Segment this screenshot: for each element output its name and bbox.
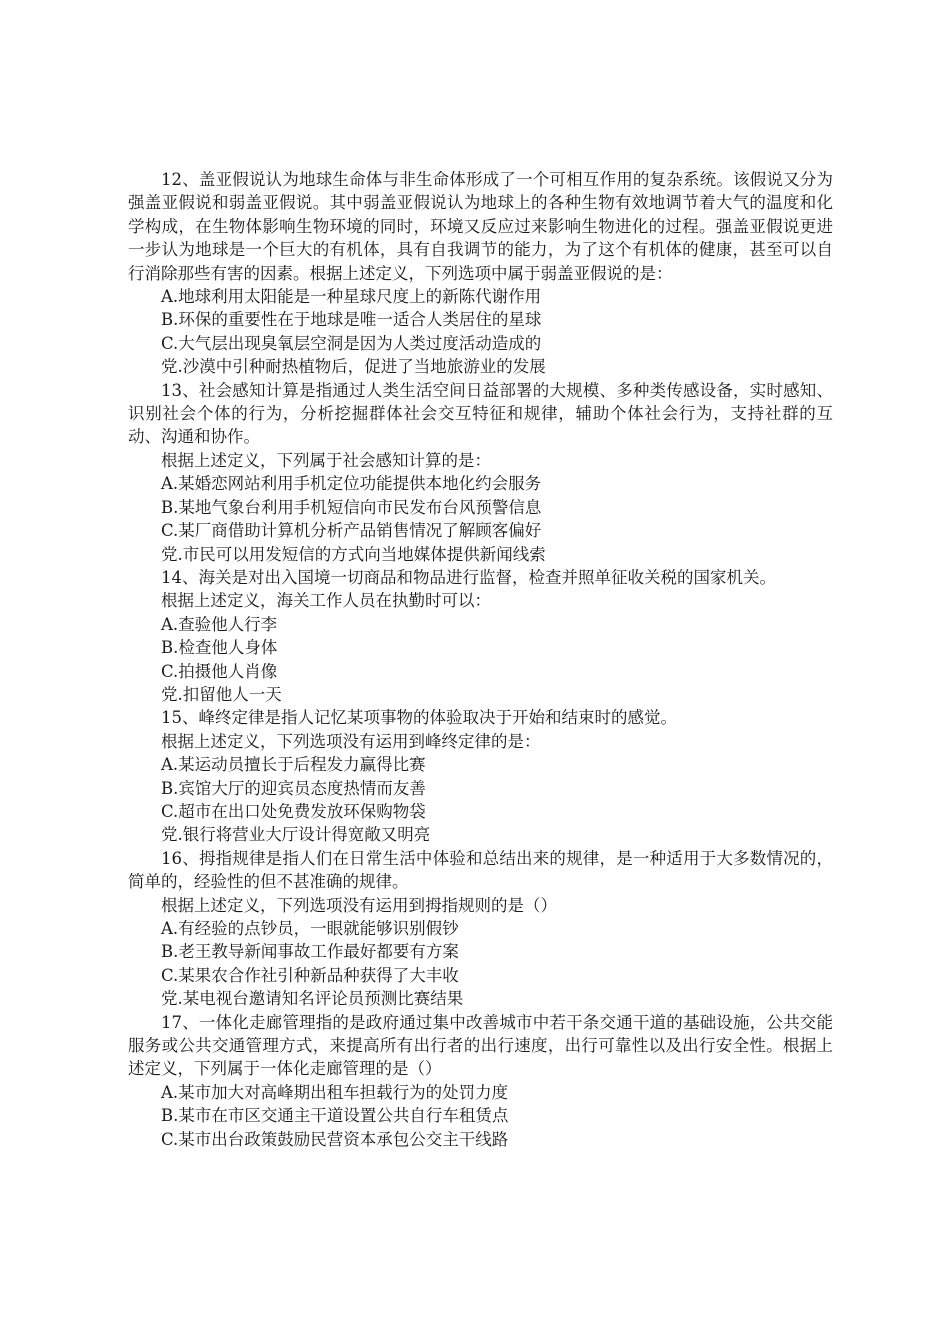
option-d: 党.扣留他人一天 [161,684,282,704]
option-c: C.大气层出现臭氧层空洞是因为人类过度活动造成的 [161,333,542,353]
option-a: A.查验他人行李 [161,614,278,634]
option-d: 党.银行将营业大厅设计得宽敞又明亮 [161,825,431,845]
option-c: C.某厂商借助计算机分析产品销售情况了解顾客偏好 [161,521,542,541]
question-prompt: 根据上述定义，下列选项没有运用到拇指规则的是（） [161,895,557,915]
question-prompt: 根据上述定义，下列属于社会感知计算的是： [161,450,491,470]
question-13 [128,379,833,566]
question-stem: 13、社会感知计算是指通过人类生活空间日益部署的大规模、多种类传感设备，实时感知、识别社会个体的行为，分析挖掘群体社会交互特征和规律，辅助个体社会行为，支持社群的互动、沟通和协作。 [128,380,833,447]
option-b: B.检查他人身体 [161,638,278,658]
question-12 [128,168,833,379]
option-a: A.某运动员擅长于后程发力赢得比赛 [161,755,426,775]
question-16 [128,847,833,1011]
question-stem: 16、拇指规律是指人们在日常生活中体验和总结出来的规律，是一种适用于大多数情况的，简单的，经验性的但不甚准确的规律。 [128,848,833,892]
document-page [128,168,833,1151]
question-14 [128,566,833,706]
option-c: C.超市在出口处免费发放环保购物袋 [161,801,426,821]
option-d: 党.某电视台邀请知名评论员预测比赛结果 [161,989,464,1009]
question-stem: 12、盖亚假说认为地球生命体与非生命体形成了一个可相互作用的复杂系统。该假说又分为强盖亚假说和弱盖亚假说。其中弱盖亚假说认为地球上的各种生物有效地调节着大气的温度和化学构成，在生物体影响生物环境的同时，环境又反应过来影响生物进化的过程。强盖亚假说更进一步认为地球是一个巨大的有机体，具有自我调节的能力，为了这个有机体的健康，甚至可以自行消除那些有害的因素。根据上述定义，下列选项中属于弱盖亚假说的是： [128,170,833,283]
question-17 [128,1011,833,1151]
option-d: 党.沙漠中引种耐热植物后，促进了当地旅游业的发展 [161,357,546,377]
option-d: 党.市民可以用发短信的方式向当地媒体提供新闻线索 [161,544,546,564]
question-stem: 17、一体化走廊管理指的是政府通过集中改善城市中若干条交通干道的基础设施，公共交能服务或公共交通管理方式，来提高所有出行者的出行速度，出行可靠性以及出行安全性。根据上述定义，下列属于一体化走廊管理的是（） [128,1012,833,1079]
question-prompt: 根据上述定义，海关工作人员在执勤时可以： [161,591,491,611]
question-15 [128,706,833,846]
option-b: B.某市在市区交通主干道设置公共自行车租赁点 [161,1106,509,1126]
option-c: C.某果农合作社引种新品种获得了大丰收 [161,965,459,985]
question-stem: 14、海关是对出入国境一切商品和物品进行监督，检查并照单征收关税的国家机关。 [161,567,776,587]
question-prompt: 根据上述定义，下列选项没有运用到峰终定律的是： [161,731,541,751]
option-b: B.环保的重要性在于地球是唯一适合人类居住的星球 [161,310,542,330]
option-c: C.拍摄他人肖像 [161,661,278,681]
option-b: B.某地气象台利用手机短信向市民发布台风预警信息 [161,497,542,517]
option-a: A.有经验的点钞员，一眼就能够识别假钞 [161,919,459,938]
option-a: A.某婚恋网站利用手机定位功能提供本地化约会服务 [161,474,542,494]
option-a: A.地球利用太阳能是一种星球尺度上的新陈代谢作用 [161,287,542,307]
option-c: C.某市出台政策鼓励民营资本承包公交主干线路 [161,1129,509,1149]
question-stem: 15、峰终定律是指人记忆某项事物的体验取决于开始和结束时的感觉。 [161,708,677,728]
option-a: A.某市加大对高峰期出租车担载行为的处罚力度 [161,1082,509,1102]
option-b: B.宾馆大厅的迎宾员态度热情而友善 [161,778,426,798]
option-b: B.老王教导新闻事故工作最好都要有方案 [161,942,459,962]
